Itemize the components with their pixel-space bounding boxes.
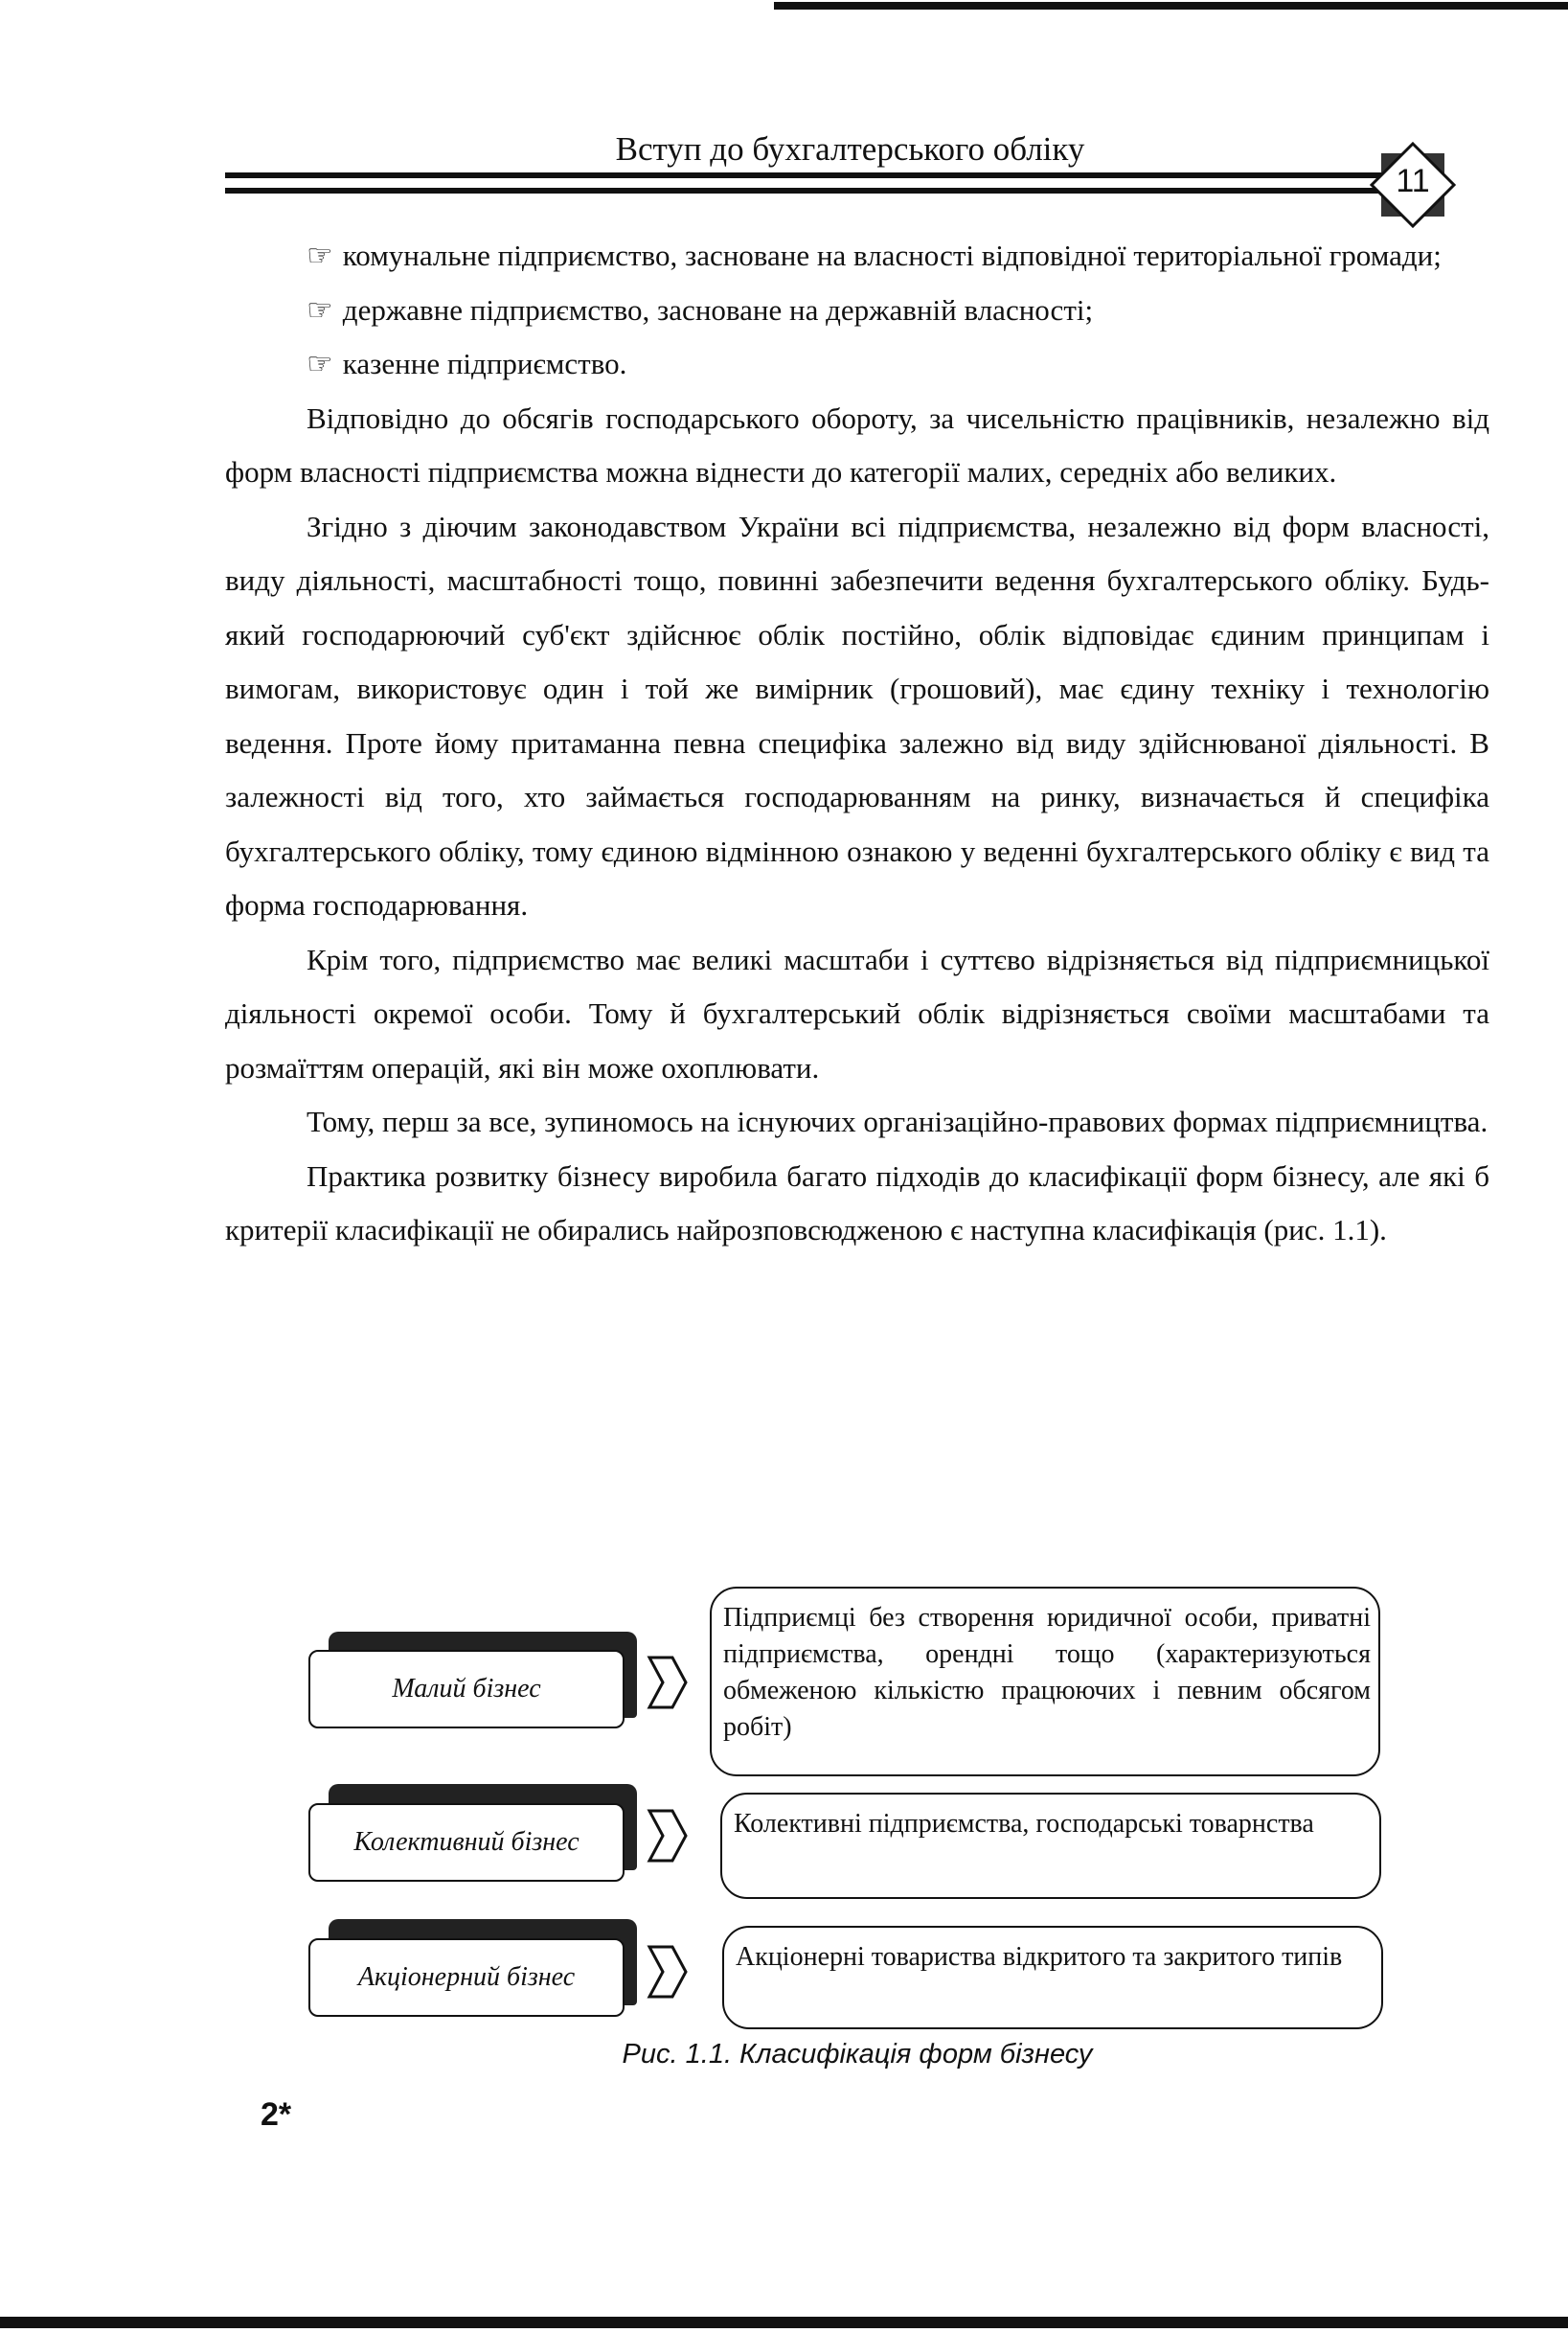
chevron-arrow-icon: [644, 1807, 692, 1864]
paragraph: Тому, перш за все, зупиномось на існуючих організаційно-правових формах підприємництва.: [307, 1105, 1488, 1138]
joint-stock-business-box: Акціонерний бізнес: [308, 1938, 625, 2017]
bottom-rule: [0, 2317, 1568, 2328]
collective-business-box: Колективний бізнес: [308, 1803, 625, 1882]
paragraph: Згідно з діючим законодавством України всі підприємства, незалежно від форм власності, виду діяльності, масштабності тощо, повинні забезпечити ведення бухгалтерського обліку. Будь-який господарюючий суб'єкт здійснює облік постійно, облік відповідає єдиним принципам і вимогам, використовує один і той же вимірник (грошовий), має єдину техніку і технологію ведення. Проте йому притаманна певна специфіка залежно від виду здійснюваної діяльності. В залежності від того, хто займається господарюванням на ринку, визначається й специфіка бухгалтерського обліку, тому єдиною відмінною ознакою у веденні бухгалтерського обліку є вид та форма господарювання.: [225, 509, 1489, 922]
pointer-bullet-icon: ☞: [307, 292, 333, 327]
chevron-arrow-icon: [644, 1943, 692, 2001]
header-rule-top: [225, 172, 1398, 178]
bullet-text: комунальне підприємство, засноване на власності відповідної територіальної громади;: [342, 239, 1442, 272]
figure-caption: Рис. 1.1. Класифікація форм бізнесу: [622, 2039, 1093, 2070]
top-rule: [774, 2, 1568, 10]
paragraph: Відповідно до обсягів господарського обороту, за чисельністю працівників, незалежно від форм власності підприємства можна віднести до категорії малих, середніх або великих.: [225, 400, 1489, 489]
collective-business-description: Колективні підприємства, господарські товарнства: [720, 1793, 1381, 1899]
joint-stock-business-description: Акціонерні товариства відкритого та закритого типів: [722, 1926, 1383, 2029]
page-number: 11: [1396, 163, 1430, 199]
running-header-title: Вступ до бухгалтерського обліку: [615, 130, 1085, 168]
bullet-item: [225, 337, 1489, 392]
bullet-text: державне підприємство, засноване на державній власності;: [342, 292, 1094, 327]
pointer-bullet-icon: ☞: [307, 347, 333, 380]
paragraph: Крім того, підприємство має великі масштаби і суттєво відрізняється від підприємницької діяльності окремої особи. Тому й бухгалтерський облік відрізняється своїми масштабами та розмаїттям операцій, які він може охоплювати.: [225, 942, 1489, 1085]
body-text: [225, 229, 1489, 1258]
signature-mark: 2*: [261, 2096, 292, 2133]
header-rule-bottom: [225, 188, 1398, 194]
pointer-bullet-icon: ☞: [307, 239, 333, 272]
small-business-description: Підприємці без створення юридичної особи, приватні підприємства, орендні тощо (характеризуються обмеженою кількістю працюючих і певним обсягом робіт): [710, 1587, 1380, 1776]
bullet-item: [225, 229, 1489, 284]
bullet-item: [225, 284, 1489, 338]
paragraph: Практика розвитку бізнесу виробила багато підходів до класифікації форм бізнесу, але які б критерії класифікації не обирались найрозповсюдженою є наступна класифікація (рис. 1.1).: [225, 1158, 1489, 1247]
bullet-text: казенне підприємство.: [342, 347, 627, 380]
small-business-box: Малий бізнес: [308, 1650, 625, 1728]
chevron-arrow-icon: [644, 1654, 692, 1711]
